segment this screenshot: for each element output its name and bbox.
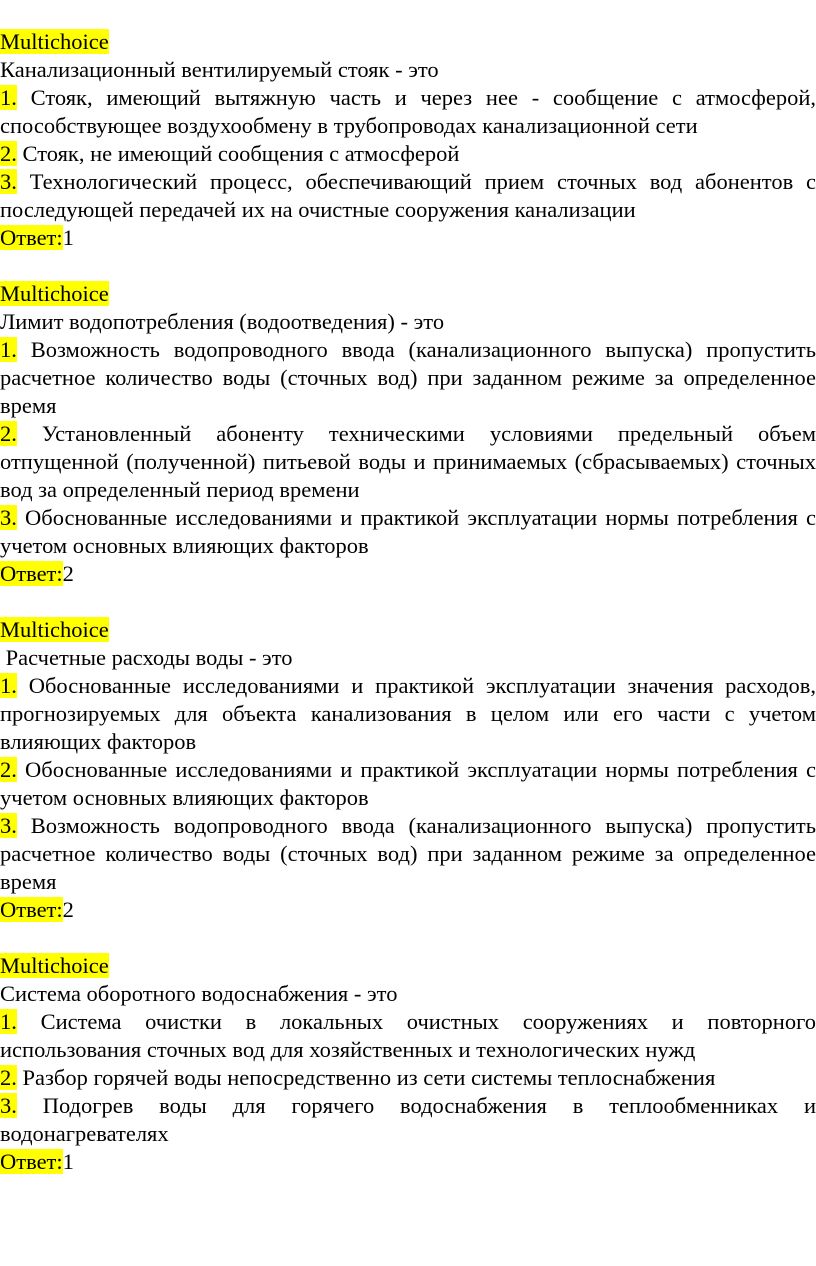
option-text: Стояк, имеющий вытяжную часть и через нее - сообщение с атмосферой, способствующее воздухообмену в трубопроводах канализационной сети xyxy=(0,85,816,138)
option-number: 3. xyxy=(0,1093,17,1118)
question-block xyxy=(0,28,816,252)
answer-label: Ответ: xyxy=(0,897,63,922)
answer-value: 1 xyxy=(62,225,74,250)
option-number: 1. xyxy=(0,85,17,110)
question-type-label: Multichoice xyxy=(0,617,109,642)
answer-value: 2 xyxy=(62,561,74,586)
option-text: Возможность водопроводного ввода (канализационного выпуска) пропустить расчетное количество воды (сточных вод) при заданном режиме за определенное время xyxy=(0,337,816,418)
answer-option xyxy=(0,756,816,812)
question-type-label: Multichoice xyxy=(0,281,109,306)
question-block xyxy=(0,616,816,924)
answer-option xyxy=(0,420,816,504)
option-text: Подогрев воды для горячего водоснабжения в теплообменниках и водонагревателях xyxy=(0,1093,816,1146)
answer-label: Ответ: xyxy=(0,225,63,250)
answer-option xyxy=(0,168,816,224)
option-text: Обоснованные исследованиями и практикой эксплуатации нормы потребления с учетом основных влияющих факторов xyxy=(0,505,816,558)
option-number: 1. xyxy=(0,1009,17,1034)
option-number: 3. xyxy=(0,169,17,194)
option-text: Система очистки в локальных очистных сооружениях и повторного использования сточных вод для хозяйственных и технологических нужд xyxy=(0,1009,816,1062)
question-type-label: Multichoice xyxy=(0,953,109,978)
answer-option xyxy=(0,1092,816,1148)
answer-line xyxy=(0,1148,816,1176)
option-number: 1. xyxy=(0,673,17,698)
option-text: Технологический процесс, обеспечивающий прием сточных вод абонентов с последующей передачей их на очистные сооружения канализации xyxy=(0,169,816,222)
question-block xyxy=(0,952,816,1176)
option-number: 3. xyxy=(0,813,17,838)
option-text: Стояк, не имеющий сообщения с атмосферой xyxy=(22,141,460,166)
answer-option xyxy=(0,672,816,756)
answer-option xyxy=(0,1064,816,1092)
option-text: Обоснованные исследованиями и практикой эксплуатации нормы потребления с учетом основных влияющих факторов xyxy=(0,757,816,810)
question-type-label: Multichoice xyxy=(0,29,109,54)
answer-option xyxy=(0,140,816,168)
document-page xyxy=(0,28,816,1204)
answer-value: 2 xyxy=(62,897,74,922)
answer-line xyxy=(0,896,816,924)
answer-label: Ответ: xyxy=(0,1149,63,1174)
option-number: 1. xyxy=(0,337,17,362)
answer-option xyxy=(0,812,816,896)
option-text: Возможность водопроводного ввода (канализационного выпуска) пропустить расчетное количество воды (сточных вод) при заданном режиме за определенное время xyxy=(0,813,816,894)
question-stem: Лимит водопотребления (водоотведения) - это xyxy=(0,309,445,334)
option-text: Разбор горячей воды непосредственно из сети системы теплоснабжения xyxy=(22,1065,716,1090)
answer-option xyxy=(0,504,816,560)
answer-line xyxy=(0,560,816,588)
option-number: 2. xyxy=(0,757,17,782)
answer-value: 1 xyxy=(62,1149,74,1174)
question-stem: Система оборотного водоснабжения - это xyxy=(0,981,398,1006)
answer-option xyxy=(0,84,816,140)
answer-option xyxy=(0,336,816,420)
option-number: 2. xyxy=(0,421,17,446)
answer-option xyxy=(0,1008,816,1064)
option-text: Установленный абоненту техническими условиями предельный объем отпущенной (полученной) питьевой воды и принимаемых (сбрасываемых) сточных вод за определенный период времени xyxy=(0,421,816,502)
option-number: 2. xyxy=(0,1065,17,1090)
question-stem: Канализационный вентилируемый стояк - это xyxy=(0,57,439,82)
option-number: 2. xyxy=(0,141,17,166)
option-number: 3. xyxy=(0,505,17,530)
answer-line xyxy=(0,224,816,252)
answer-label: Ответ: xyxy=(0,561,63,586)
question-block xyxy=(0,280,816,588)
question-stem: Расчетные расходы воды - это xyxy=(0,645,293,670)
option-text: Обоснованные исследованиями и практикой эксплуатации значения расходов, прогнозируемых для объекта канализования в целом или его части с учетом влияющих факторов xyxy=(0,673,816,754)
